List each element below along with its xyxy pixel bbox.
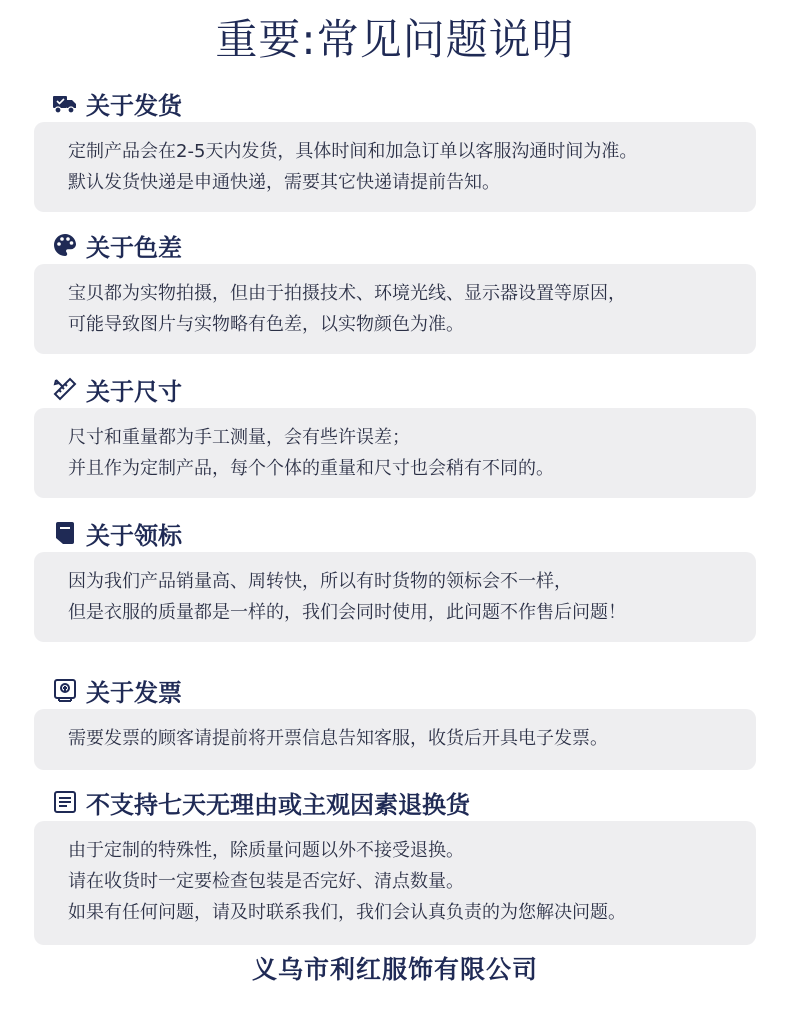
section-body-shipping (34, 122, 756, 212)
section-heading-label-tag (50, 516, 182, 550)
body-line: 定制产品会在2-5天内发货，具体时间和加急订单以客服沟通时间为准。 (68, 141, 638, 162)
body-line: 但是衣服的质量都是一样的，我们会同时使用，此问题不作售后问题！ (68, 602, 626, 623)
invoice-icon (50, 675, 80, 705)
body-line: 尺寸和重量都为手工测量，会有些许误差； (68, 427, 410, 448)
ruler-pencil-icon (50, 374, 80, 404)
page-title: 重要:常见问题说明 (215, 15, 575, 64)
body-line: 需要发票的顾客请提前将开票信息告知客服，收货后开具电子发票。 (68, 728, 608, 749)
company-name: 义乌市利红服饰有限公司 (251, 955, 538, 984)
body-line: 因为我们产品销量高、周转快，所以有时货物的领标会不一样， (68, 571, 572, 592)
section-body-label-tag (34, 552, 756, 642)
section-body-color (34, 264, 756, 354)
section-heading-color (50, 228, 182, 262)
section-body-invoice (34, 709, 756, 770)
section-heading-label: 关于色差 (86, 233, 182, 262)
section-heading-size (50, 372, 182, 406)
section-body-returns (34, 821, 756, 945)
body-line: 由于定制的特殊性，除质量问题以外不接受退换。 (68, 840, 464, 861)
section-body-size (34, 408, 756, 498)
section-heading-invoice (50, 673, 182, 707)
body-line: 如果有任何问题，请及时联系我们，我们会认真负责的为您解决问题。 (68, 902, 626, 923)
section-heading-label: 关于尺寸 (86, 377, 182, 406)
palette-icon (50, 230, 80, 260)
body-line: 默认发货快递是申通快递，需要其它快递请提前告知。 (68, 172, 500, 193)
section-heading-shipping (50, 86, 182, 120)
section-heading-label: 关于领标 (86, 521, 182, 550)
label-tag-icon (50, 518, 80, 548)
document-list-icon (50, 787, 80, 817)
body-line: 宝贝都为实物拍摄，但由于拍摄技术、环境光线、显示器设置等原因， (68, 283, 626, 304)
section-heading-label: 关于发货 (86, 91, 182, 120)
truck-icon (50, 88, 80, 118)
body-line: 请在收货时一定要检查包装是否完好、清点数量。 (68, 871, 464, 892)
section-heading-label: 关于发票 (86, 678, 182, 707)
section-heading-returns (50, 785, 470, 819)
body-line: 并且作为定制产品，每个个体的重量和尺寸也会稍有不同的。 (68, 458, 554, 479)
body-line: 可能导致图片与实物略有色差，以实物颜色为准。 (68, 314, 464, 335)
section-heading-label: 不支持七天无理由或主观因素退换货 (86, 790, 470, 819)
